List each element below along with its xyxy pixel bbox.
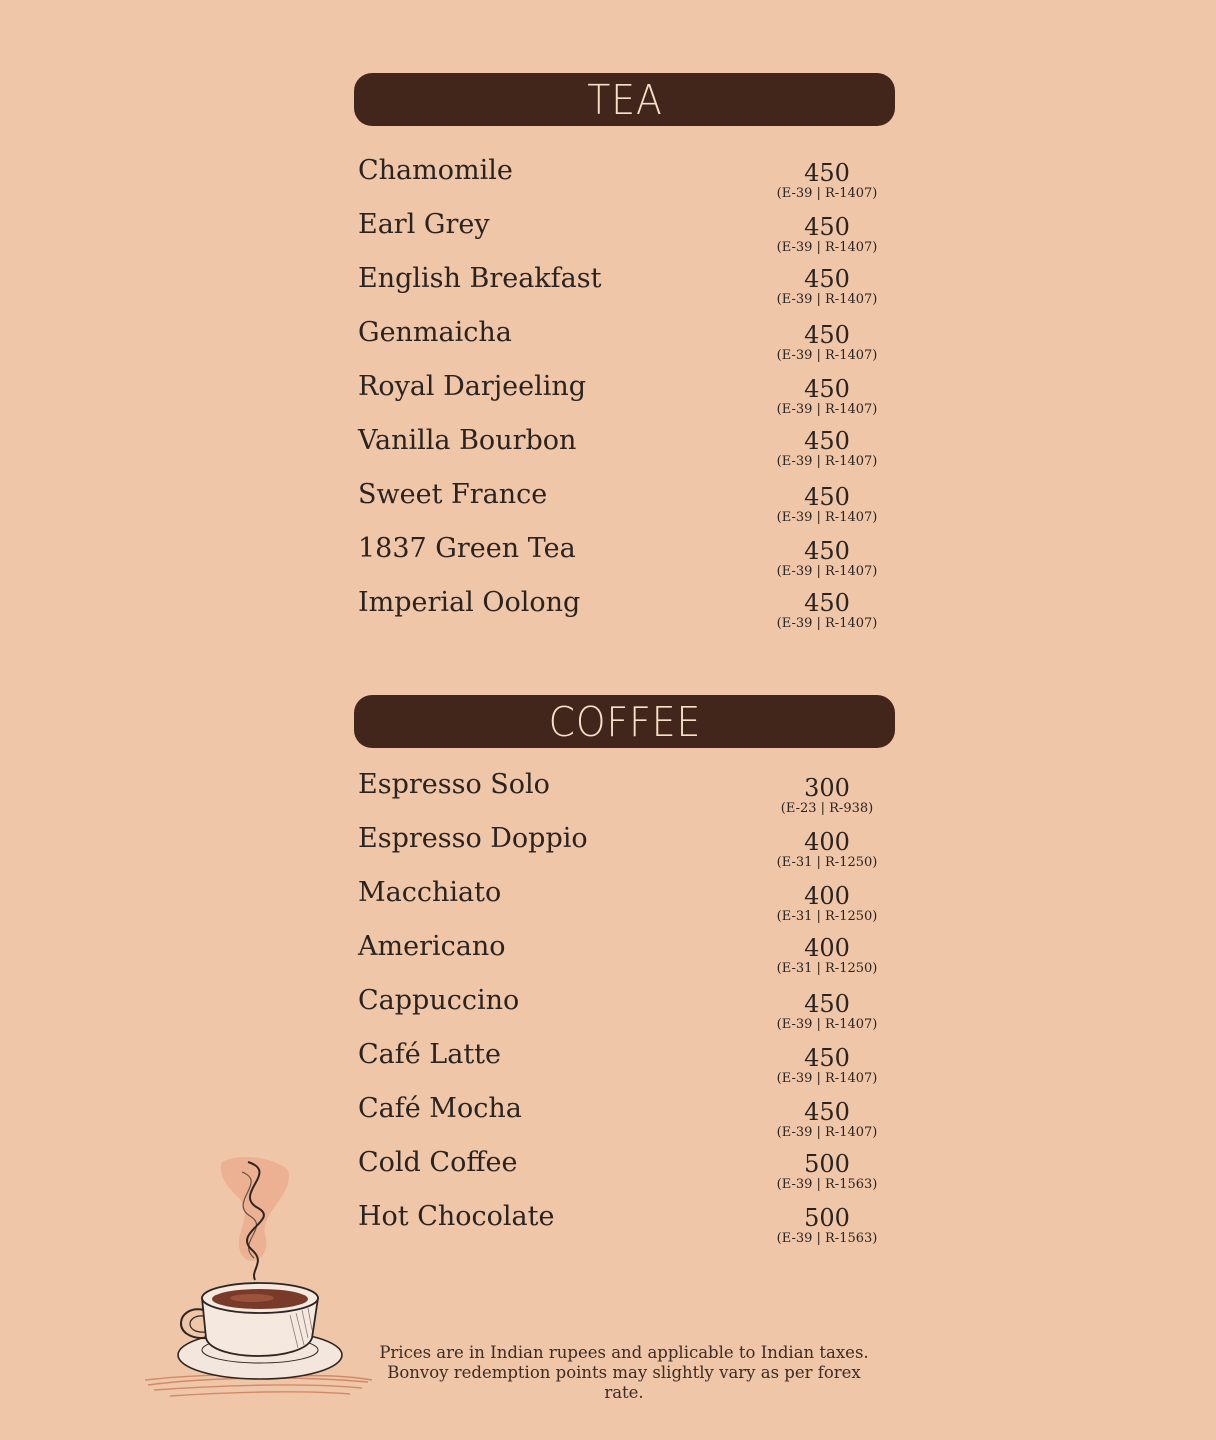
menu-item-points: (E-39 | R-1407) — [776, 1125, 878, 1140]
menu-item-price-block — [767, 323, 887, 362]
menu-item-name: Espresso Doppio — [358, 823, 588, 854]
menu-item-name: Genmaicha — [358, 317, 512, 348]
menu-item-points: (E-39 | R-1407) — [776, 1071, 878, 1086]
menu-item-name: Chamomile — [358, 155, 513, 186]
menu-item-price: 400 — [804, 934, 850, 962]
menu-item-price: 450 — [804, 589, 850, 617]
menu-item-price: 500 — [804, 1204, 850, 1232]
menu-item-points: (E-39 | R-1407) — [776, 564, 878, 579]
menu-item-points: (E-39 | R-1563) — [776, 1231, 878, 1246]
menu-item-points: (E-39 | R-1407) — [776, 240, 878, 255]
menu-item-points: (E-39 | R-1407) — [776, 292, 878, 307]
menu-item-price: 450 — [804, 427, 850, 455]
menu-item-price-block — [767, 776, 887, 815]
menu-item-price-block — [767, 429, 887, 468]
menu-item-name: English Breakfast — [358, 263, 602, 294]
menu-item-price: 300 — [804, 774, 850, 802]
menu-item-points: (E-39 | R-1407) — [776, 186, 878, 201]
menu-item-price: 450 — [804, 483, 850, 511]
menu-item-points: (E-39 | R-1407) — [776, 1017, 878, 1032]
menu-item-price-block — [767, 992, 887, 1031]
menu-item-points: (E-31 | R-1250) — [776, 909, 878, 924]
menu-item-points: (E-39 | R-1407) — [776, 402, 878, 417]
tea-section-title: TEA — [586, 76, 663, 124]
footer-note — [374, 1343, 874, 1403]
menu-item-name: Espresso Solo — [358, 769, 550, 800]
menu-item-name: 1837 Green Tea — [358, 533, 576, 564]
menu-item-price-block — [767, 1152, 887, 1191]
coffee-cup-icon — [140, 1150, 380, 1410]
menu-item-price: 450 — [804, 1044, 850, 1072]
menu-item-name: Café Latte — [358, 1039, 502, 1070]
menu-item-points: (E-39 | R-1407) — [776, 348, 878, 363]
menu-item-price-block — [767, 485, 887, 524]
menu-item-name: Vanilla Bourbon — [358, 425, 577, 456]
coffee-section-title: COFFEE — [548, 698, 701, 746]
menu-item-name: Earl Grey — [358, 209, 490, 240]
menu-item-points: (E-31 | R-1250) — [776, 855, 878, 870]
menu-item-price: 450 — [804, 990, 850, 1018]
menu-item-points: (E-39 | R-1407) — [776, 510, 878, 525]
menu-item-name: Cold Coffee — [358, 1147, 518, 1178]
menu-item-price: 500 — [804, 1150, 850, 1178]
menu-item-price-block — [767, 377, 887, 416]
menu-item-name: Americano — [358, 931, 506, 962]
menu-item-price: 450 — [804, 213, 850, 241]
menu-item-price: 450 — [804, 375, 850, 403]
menu-item-name: Imperial Oolong — [358, 587, 581, 618]
menu-item-points: (E-31 | R-1250) — [776, 961, 878, 976]
menu-item-price: 400 — [804, 828, 850, 856]
menu-item-price-block — [767, 267, 887, 306]
menu-item-price-block — [767, 591, 887, 630]
menu-item-name: Cappuccino — [358, 985, 520, 1016]
steam-smudge-icon — [221, 1157, 289, 1261]
menu-item-price-block — [767, 539, 887, 578]
menu-item-price-block — [767, 1206, 887, 1245]
menu-item-points: (E-39 | R-1563) — [776, 1177, 878, 1192]
menu-item-price-block — [767, 884, 887, 923]
menu-item-price: 450 — [804, 537, 850, 565]
menu-item-price-block — [767, 1046, 887, 1085]
coffee-section-header — [354, 695, 895, 748]
menu-item-name: Macchiato — [358, 877, 502, 908]
footer-note-line-2: Bonvoy redemption points may slightly vary as per forex rate. — [387, 1363, 861, 1402]
menu-item-price-block — [767, 161, 887, 200]
menu-item-price: 450 — [804, 265, 850, 293]
menu-item-name: Royal Darjeeling — [358, 371, 587, 402]
menu-item-points: (E-23 | R-938) — [780, 801, 874, 816]
menu-item-price-block — [767, 936, 887, 975]
tea-section-header — [354, 73, 895, 126]
menu-item-price: 400 — [804, 882, 850, 910]
menu-item-price-block — [767, 215, 887, 254]
menu-item-price: 450 — [804, 321, 850, 349]
footer-note-line-1: Prices are in Indian rupees and applicable to Indian taxes. — [379, 1343, 869, 1362]
menu-item-price-block — [767, 1100, 887, 1139]
menu-item-name: Hot Chocolate — [358, 1201, 555, 1232]
menu-item-points: (E-39 | R-1407) — [776, 616, 878, 631]
menu-item-price: 450 — [804, 1098, 850, 1126]
menu-item-price-block — [767, 830, 887, 869]
menu-item-name: Café Mocha — [358, 1093, 522, 1124]
menu-item-price: 450 — [804, 159, 850, 187]
menu-item-points: (E-39 | R-1407) — [776, 454, 878, 469]
menu-item-name: Sweet France — [358, 479, 548, 510]
